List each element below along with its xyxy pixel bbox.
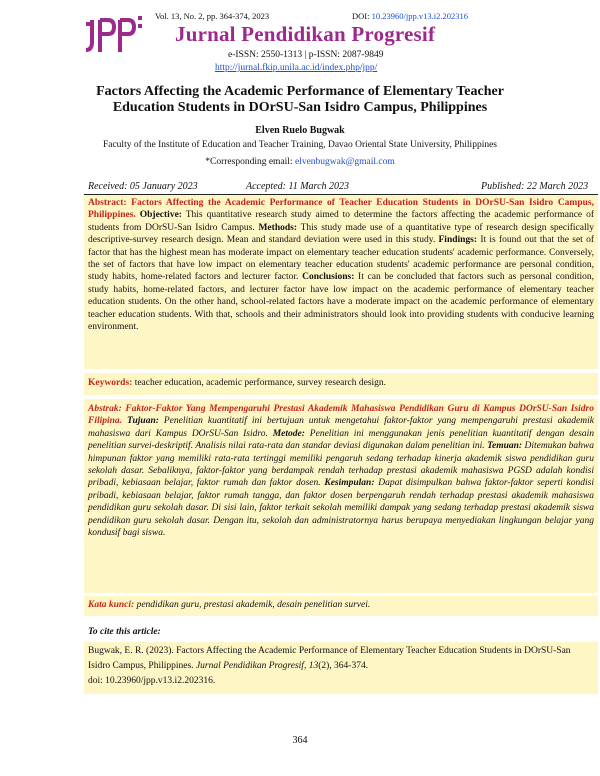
corresponding-label: *Corresponding email: [205,157,293,167]
journal-url-link[interactable]: http://jurnal.fkip.unila.ac.id/index.php/jpp/ [215,63,378,73]
metode-label: Metode: [272,428,305,439]
title-line-1: Factors Affecting the Academic Performance of Elementary Teacher [96,84,504,99]
kesimpulan-text: Dapat disimpulkan bahwa faktor-faktor seperti kondisi pribadi, kebiasaan belajar, faktor rumah tangga, dan faktor dosen berpengaruh rendah terhadap prestasi akademik mahasiswa pendidikan guru sekolah dasar. Di sisi lain, faktor terkait sekolah memiliki dampak yang sedang terhadap prestasi akademik siswa pendidikan guru sekolah dasar. Dengan itu, sekolah dan administratornya harus berupaya menyediakan lingkungan belajar yang kondusif bagi siswa. [88,478,595,539]
citation-main: Bugwak, E. R. (2023). Factors Affecting the Academic Performance of Elementary Teacher Education Students in DOrSU-San Isidro Campus, Philippines. [88,646,571,671]
citation-volume: 13 [308,661,319,671]
doi-header [352,11,468,21]
keywords-label: Keywords: [88,378,133,388]
citation-doi: doi: 10.23960/jpp.v13.i2.202316. [88,676,216,686]
doi-label: DOI: [352,11,370,21]
keywords [88,378,386,388]
issn: e-ISSN: 2550-1313 | p-ISSN: 2087-9849 [228,50,384,60]
received-date: Received: 05 January 2023 [88,181,198,192]
conclusions-label: Conclusions: [302,272,355,283]
author-name: Elven Ruelo Bugwak [255,125,345,136]
tujuan-label: Tujuan: [127,416,159,427]
title-line-2: Education Students in DOrSU-San Isidro Campus, Philippines [112,100,488,115]
abstract-lead: Abstract: Factors Affecting the Academic Performance of Teacher Education Students in DOrSU-San Isidro Campus, Philippines. [88,198,594,221]
journal-logo [86,12,146,56]
metode-text: Penelitian ini menggunakan jenis penelitian kuantitatif dengan desain penelitian survei-deskriptif. Analisis nilai rata-rata dan standar deviasi digunakan dalam penelitian ini. [88,428,595,452]
citation-text [88,644,594,689]
conclusions-text: It can be concluded that factors such as personal condition, study habits, home-related factors, and lecturer factor have low impact on the academic performance of elementary teacher education students. On the other hand, school-related factors have a moderate impact on the academic performance of elementary teacher education students. With that, schools and their administrators should look into providing students with conducive learning environment. [88,272,595,333]
kata-kunci-value: pendidikan guru, prestasi akademik, desain penelitian survei. [136,600,371,610]
doi-link[interactable]: 10.23960/jpp.v13.i2.202316 [371,11,468,21]
citation-journal: Jurnal Pendidikan Progresif, [195,661,307,671]
abstract-text [88,197,594,333]
findings-text: It is found out that the set of factor that has the highest mean has moderate impact on elementary teacher education students' academic performance. Conversely, the set of factors that have low impact on elementary teacher education students' academic performance are personal condition, study habits, home-related factors and lecturer factor. [88,235,595,283]
abstrak-lead: Abstrak: Faktor-Faktor Yang Mempengaruhi Prestasi Akademik Mahasiswa Pendidikan Guru di Kampus DOrSU-San Isidro Filipina. [88,404,594,427]
keywords-value: teacher education, academic performance, survey research design. [134,378,387,388]
accepted-date: Accepted: 11 March 2023 [246,181,350,192]
methods-text: This study made use of a quantitative type of research design specifically descriptive-survey research design. Mean and standard deviation were used in this study. [88,222,594,246]
journal-title: Jurnal Pendidikan Progresif [175,22,436,46]
objective-label: Objective: [139,210,182,221]
citation-issue-pages: (2), 364-374. [318,661,369,671]
kesimpulan-label: Kesimpulan: [324,478,375,489]
corresponding-email-link[interactable]: elvenbugwak@gmail.com [294,157,395,167]
corresponding-email-line [0,157,600,167]
affiliation: Faculty of the Institute of Education and Teacher Training, Davao Oriental State University, Philippines [102,140,498,150]
temuan-text: Ditemukan bahwa himpunan faktor yang memiliki rata-rata tertinggi memiliki pengaruh sedang terhadap kinerja akademik siswa pendidikan guru sekolah dasar. Sebaliknya, faktor-faktor yang berdampak rendah terhadap prestasi akademik mahasiswa PGSD adalah kondisi pribadi, kebiasaan belajar, faktor rumah dan faktor dosen. [88,441,595,489]
volume-pages: Vol. 13, No. 2, pp. 364-374, 2023 [155,11,270,21]
kata-kunci-label: Kata kunci: [88,600,135,610]
objective-text: This quantitative research study aimed to determine the factors affecting the academic performance of students from DOrSU-San Isidro Campus. [88,210,594,233]
methods-label: Methods: [258,222,297,233]
published-date: Published: 22 March 2023 [481,181,589,192]
citation-label: To cite this article: [88,627,161,637]
findings-label: Findings: [438,235,478,246]
temuan-label: Temuan: [487,441,523,452]
page-number: 364 [292,735,308,746]
paper-title [60,84,540,116]
kata-kunci [88,600,370,610]
tujuan-text: Penelitian kuantitatif ini bertujuan untuk mengetahui faktor-faktor yang mempengaruhi prestasi akademik mahasiswa dari Kampus DOrSU-San Isidro. [88,416,594,439]
abstrak-text [88,403,594,539]
